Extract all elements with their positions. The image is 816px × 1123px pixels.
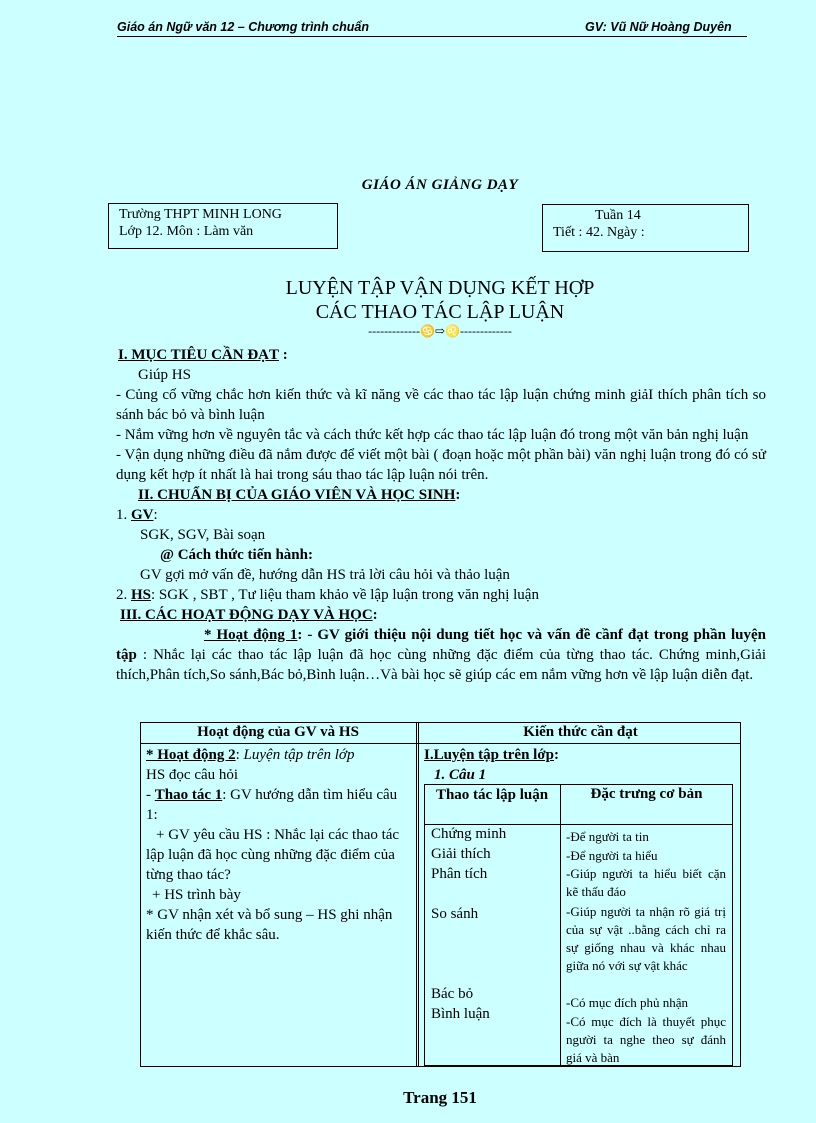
left-line-3: + HS trình bày (152, 887, 241, 903)
header-rule (117, 36, 747, 37)
activity-2: * Hoạt động 2: Luyện tập trên lớp (146, 747, 355, 763)
section2-heading: II. CHUẨN BỊ CỦA GIÁO VIÊN VÀ HỌC SINH: (138, 487, 461, 503)
gv-items: SGK, SGV, Bài soạn (140, 527, 266, 543)
technique-desc: -Giúp người ta hiểu biết cặn kẽ thấu đáo (566, 866, 726, 899)
technique-desc: -Để người ta hiểu (566, 848, 658, 863)
page-number: Trang 151 (403, 1088, 477, 1107)
objective-1: - Củng cố vững chắc hơn kiến thức và kĩ năng về các thao tác lập luận chứng minh giảI thích phân tích so sánh bác bỏ và bình luận (116, 387, 766, 423)
method-text: GV gợi mở vấn đề, hướng dẫn HS trả lời câu hỏi và thảo luận (140, 567, 510, 583)
objective-2: - Nắm vững hơn về nguyên tắc và cách thức kết hợp các thao tác lập luận đó trong một văn bản nghị luận (116, 427, 749, 443)
lesson-date: Tiết : 42. Ngày : (553, 225, 645, 240)
table-column-divider (416, 722, 419, 1067)
technique-desc: -Có mục đích là thuyết phục người ta nghe theo sự đánh giá và bàn (566, 1014, 726, 1065)
technique-term: Bình luận (431, 1006, 490, 1022)
hs-line: 2. HS: SGK , SBT , Tư liệu tham khảo về lập luận trong văn nghị luận (116, 587, 539, 603)
technique-term: Giải thích (431, 846, 491, 862)
school-info-box (108, 203, 338, 249)
question-1-label: 1. Câu 1 (434, 767, 487, 783)
technique-term: Phân tích (431, 866, 488, 882)
lesson-title (0, 276, 816, 324)
document-kind: GIÁO ÁN GIẢNG DẠY (361, 177, 519, 193)
week-info-box (542, 204, 749, 252)
gv-heading: 1. GV: (116, 507, 158, 523)
technique-desc: -Giúp người ta nhận rõ giá trị của sự vật ..bằng cách chỉ ra sự giống nhau và khác nhau giữa nó với sự vật khác (566, 904, 726, 973)
task-1: - Thao tác 1: GV hướng dẫn tìm hiểu câu 1: (146, 787, 398, 823)
header-right: GV: Vũ Nữ Hoàng Duyên (585, 20, 732, 34)
lesson-body (116, 345, 766, 685)
section1-intro: Giúp HS (138, 367, 191, 383)
title-line-2: CÁC THAO TÁC LẬP LUẬN (315, 301, 565, 323)
left-line-4: * GV nhận xét và bổ sung – HS ghi nhận kiến thức để khắc sâu. (146, 907, 393, 943)
objective-3: - Vận dụng những điều đã nắm được để viết một bài ( đoạn hoặc một phần bài) văn nghị luận trong đó có sử dụng kết hợp ít nhất là hai trong sáu thao tác lập luận nói trên. (116, 447, 766, 483)
title-ornament: -------------♋⇨♌------------- (368, 324, 512, 338)
week-number: Tuần 14 (595, 208, 641, 223)
table-header-activities: Hoạt động của GV và HS (197, 724, 359, 740)
header-left: Giáo án Ngữ văn 12 – Chương trình chuẩn (117, 20, 369, 34)
techniques-divider (560, 784, 561, 1066)
technique-term: So sánh (431, 906, 479, 922)
section3-heading: III. CÁC HOẠT ĐỘNG DẠY VÀ HỌC: (120, 607, 378, 623)
method-label: @ Cách thức tiến hành: (160, 547, 313, 563)
practice-label: I.Luyện tập trên lớp: (424, 747, 559, 763)
section1-heading: I. MỤC TIÊU CẦN ĐẠT : (118, 347, 288, 363)
activity-1: * Hoạt động 1: - GV giới thiệu nội dung tiết học và vấn đề cầnf đạt trong phần luyện tập : Nhắc lại các thao tác lập luận đã học cùng những đặc điểm của từng thao tác. Chứng minh,Giải thích,Phân tích,So sánh,Bác bỏ,Bình luận…Và bài học sẽ giúp các em nắm vững hơn về lập luận diễn đạt. (116, 627, 766, 683)
left-line-1: HS đọc câu hỏi (146, 767, 239, 783)
table-header-rule (140, 743, 741, 744)
class-subject: Lớp 12. Môn : Làm văn (119, 224, 254, 239)
table-header-knowledge: Kiến thức cần đạt (523, 724, 638, 740)
technique-desc: -Để người ta tin (566, 829, 649, 844)
school-name: Trường THPT MINH LONG (119, 207, 282, 222)
left-line-2: + GV yêu cầu HS : Nhắc lại các thao tác lập luận đã học cùng những đặc điểm của từng thao tác? (146, 827, 400, 883)
title-line-1: LUYỆN TẬP VẬN DỤNG KẾT HỢP (285, 277, 595, 299)
techniques-header-desc: Đặc trưng cơ bản (590, 786, 703, 802)
technique-term: Chứng minh (431, 826, 507, 842)
techniques-header-rule (424, 824, 733, 825)
technique-term: Bác bỏ (431, 986, 474, 1002)
activities-column (146, 745, 408, 945)
technique-desc: -Có mục đích phủ nhận (566, 995, 689, 1010)
knowledge-heading (424, 745, 559, 785)
techniques-header-name: Thao tác lập luận (435, 787, 549, 803)
